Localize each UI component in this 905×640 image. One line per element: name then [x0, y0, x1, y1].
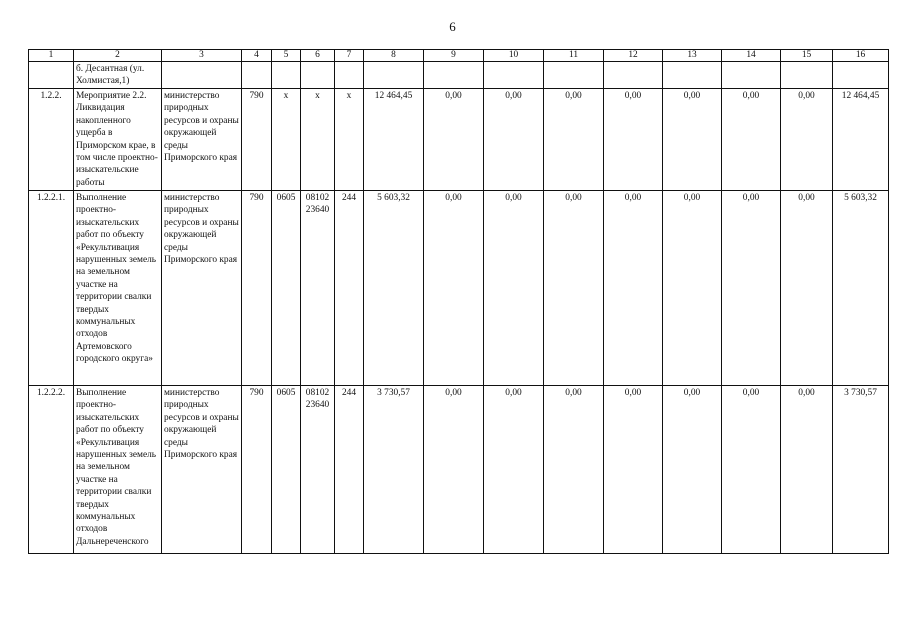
row-year-value: 0,00 — [663, 89, 722, 191]
table-cell — [364, 62, 424, 89]
row-year-value: 0,00 — [424, 386, 484, 554]
table-row — [29, 386, 889, 554]
table-cell — [722, 62, 781, 89]
row-code: 1.2.2.2. — [29, 386, 74, 554]
table-cell — [833, 62, 889, 89]
column-number: 1 — [29, 50, 74, 62]
continuation-text: б. Десантная (ул. Холмистая,1) — [74, 62, 162, 89]
column-number: 4 — [242, 50, 272, 62]
column-number: 16 — [833, 50, 889, 62]
row-year-value: 0,00 — [722, 191, 781, 386]
row-year-value: 0,00 — [781, 386, 833, 554]
table-cell — [781, 62, 833, 89]
row-total: 12 464,45 — [364, 89, 424, 191]
column-number: 12 — [604, 50, 663, 62]
row-executor: министерство природных ресурсов и охраны окружающей среды Приморского края — [162, 89, 242, 191]
row-sum: 5 603,32 — [833, 191, 889, 386]
row-year-value: 0,00 — [604, 191, 663, 386]
row-year-value: 0,00 — [781, 89, 833, 191]
table-row — [29, 89, 889, 191]
row-year-value: 0,00 — [604, 89, 663, 191]
row-grbs: 790 — [242, 191, 272, 386]
column-number: 11 — [544, 50, 604, 62]
table-cell — [272, 62, 301, 89]
column-number: 3 — [162, 50, 242, 62]
column-number: 9 — [424, 50, 484, 62]
table-cell — [484, 62, 544, 89]
row-year-value: 0,00 — [484, 386, 544, 554]
column-number: 2 — [74, 50, 162, 62]
row-rzpr: 0605 — [272, 386, 301, 554]
continuation-row — [29, 62, 889, 89]
row-csr: х — [301, 89, 335, 191]
row-csr: 08102 23640 — [301, 191, 335, 386]
row-total: 3 730,57 — [364, 386, 424, 554]
table-cell — [301, 62, 335, 89]
row-year-value: 0,00 — [544, 191, 604, 386]
row-year-value: 0,00 — [722, 89, 781, 191]
row-grbs: 790 — [242, 386, 272, 554]
row-code: 1.2.2. — [29, 89, 74, 191]
table-cell — [29, 62, 74, 89]
row-vr: х — [335, 89, 364, 191]
row-vr: 244 — [335, 191, 364, 386]
table-cell — [544, 62, 604, 89]
row-year-value: 0,00 — [484, 89, 544, 191]
row-executor: министерство природных ресурсов и охраны окружающей среды Приморского края — [162, 191, 242, 386]
table-cell — [663, 62, 722, 89]
row-year-value: 0,00 — [544, 386, 604, 554]
row-csr: 08102 23640 — [301, 386, 335, 554]
program-budget-table — [28, 49, 889, 554]
column-number: 8 — [364, 50, 424, 62]
column-number: 10 — [484, 50, 544, 62]
column-number: 15 — [781, 50, 833, 62]
row-year-value: 0,00 — [722, 386, 781, 554]
row-year-value: 0,00 — [484, 191, 544, 386]
table-cell — [424, 62, 484, 89]
table-cell — [242, 62, 272, 89]
row-sum: 12 464,45 — [833, 89, 889, 191]
column-number-row — [29, 50, 889, 62]
row-year-value: 0,00 — [424, 191, 484, 386]
row-name: Выполнение проектно-изыскательских работ по объекту «Рекультивация нарушенных земель на земельном участке на территории свалки твердых коммунальных отходов Дальнереченского — [74, 386, 162, 554]
row-year-value: 0,00 — [663, 191, 722, 386]
row-grbs: 790 — [242, 89, 272, 191]
table-cell — [604, 62, 663, 89]
row-total: 5 603,32 — [364, 191, 424, 386]
column-number: 13 — [663, 50, 722, 62]
column-number: 5 — [272, 50, 301, 62]
row-year-value: 0,00 — [544, 89, 604, 191]
row-executor: министерство природных ресурсов и охраны окружающей среды Приморского края — [162, 386, 242, 554]
row-name: Выполнение проектно-изыскательских работ по объекту «Рекультивация нарушенных земель на земельном участке на территории свалки твердых коммунальных отходов Артемовского городского округа» — [74, 191, 162, 386]
row-year-value: 0,00 — [424, 89, 484, 191]
column-number: 14 — [722, 50, 781, 62]
table-cell — [335, 62, 364, 89]
row-code: 1.2.2.1. — [29, 191, 74, 386]
row-name: Мероприятие 2.2. Ликвидация накопленного ущерба в Приморском крае, в том числе проектно-изыскательские работы — [74, 89, 162, 191]
row-year-value: 0,00 — [663, 386, 722, 554]
row-rzpr: 0605 — [272, 191, 301, 386]
column-number: 6 — [301, 50, 335, 62]
row-year-value: 0,00 — [604, 386, 663, 554]
table-cell — [162, 62, 242, 89]
row-year-value: 0,00 — [781, 191, 833, 386]
table-row — [29, 191, 889, 386]
row-vr: 244 — [335, 386, 364, 554]
row-sum: 3 730,57 — [833, 386, 889, 554]
row-rzpr: х — [272, 89, 301, 191]
page-number: 6 — [449, 19, 456, 34]
column-number: 7 — [335, 50, 364, 62]
